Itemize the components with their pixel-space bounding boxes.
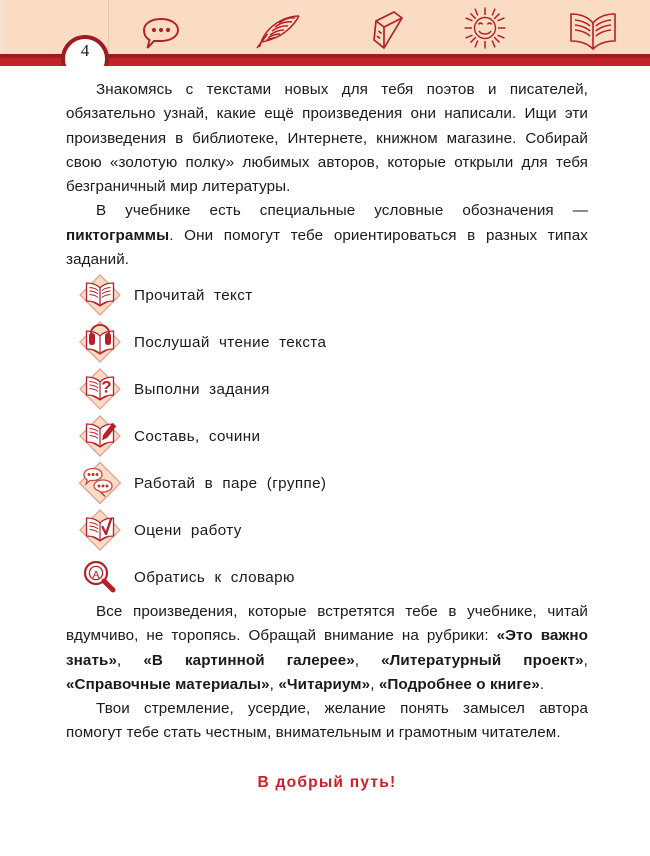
pictogram-label: Работай в паре (группе) <box>134 474 327 492</box>
svg-text:?: ? <box>101 377 112 397</box>
pictogram-label: Оцени работу <box>134 521 242 539</box>
sun-face-icon <box>462 5 508 56</box>
pictogram-row <box>66 366 588 412</box>
paragraph-1: Знакомясь с текстами новых для тебя поэтов и писателей, обязательно узнай, какие ещё произведения они написали. Ищи эти произведения в библиотеке, Интернете, книжном магазине. Собирай свою «золотую полку» любимых авторов, которые открыли для тебя безграничный мир литературы. <box>66 81 588 196</box>
pictogram-row <box>66 319 588 365</box>
quill-feather-icon <box>255 13 303 56</box>
paragraph-2: В учебнике есть специальные условные обозначения — пиктограммы. Они помогут тебе ориентироваться в разных типах заданий. <box>66 202 588 269</box>
farewell-text: В добрый путь! <box>257 774 397 791</box>
book-headphones-icon <box>66 319 134 365</box>
header-rule <box>0 41 650 70</box>
pictogram-row <box>66 554 588 600</box>
book-checkmark-icon <box>66 507 134 553</box>
pictogram-label: Послушай чтение текста <box>134 333 327 351</box>
magnifier-letter-a-icon <box>66 554 134 600</box>
open-book-icon <box>568 11 618 56</box>
pictogram-row <box>66 272 588 318</box>
pictogram-row <box>66 460 588 506</box>
pictogram-row <box>66 507 588 553</box>
open-book-icon <box>66 272 134 318</box>
svg-text:А: А <box>92 569 100 581</box>
two-speech-bubbles-icon <box>66 460 134 506</box>
paragraph-4: Твои стремление, усердие, желание понять замысел автора помогут тебе стать честным, внимательным и грамотным читателем. <box>66 700 588 742</box>
pictogram-label: Обратись к словарю <box>134 568 295 586</box>
speech-bubble-icon <box>140 17 182 56</box>
intro-text-block <box>66 78 588 272</box>
pictogram-label: Выполни задания <box>134 380 270 398</box>
closing-text-block <box>66 600 588 746</box>
pictogram-label: Прочитай текст <box>134 286 253 304</box>
book-closed-icon <box>370 9 406 56</box>
book-question-icon <box>66 366 134 412</box>
page-number: 4 <box>80 41 90 60</box>
paragraph-3: Все произведения, которые встретятся тебе в учебнике, читай вдумчиво, не торопясь. Обращай внимание на рубрики: «Это важно знать», «В картинной галерее», «Литературный проект», «Справочные материалы», «Читариум», «Подробнее о книге». <box>66 603 588 693</box>
pictogram-row <box>66 413 588 459</box>
book-pencil-icon <box>66 413 134 459</box>
pictogram-legend-list <box>66 272 588 601</box>
pictogram-label: Составь, сочини <box>134 427 261 445</box>
